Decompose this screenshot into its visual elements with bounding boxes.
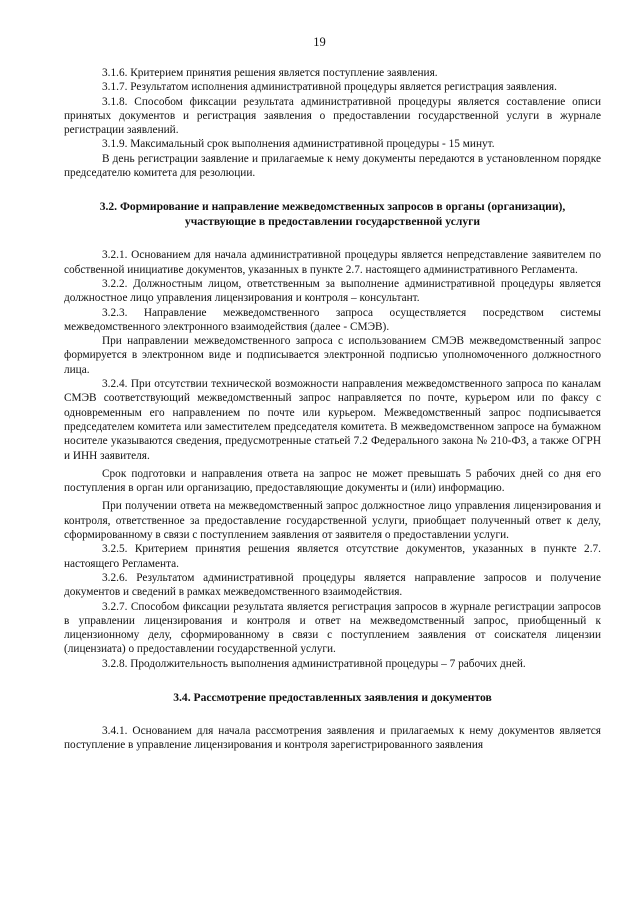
paragraph-3-1-6: 3.1.6. Критерием принятия решения является поступление заявления.: [102, 67, 438, 79]
spacer: [64, 229, 601, 248]
paragraph-3-1-8: 3.1.8. Способом фиксации результата административной процедуры является составление описи принятых документов и регистрация заявления о предоставлении государственной услуги в журнале регистрации заявлений.: [64, 95, 601, 137]
paragraph-3-2-1: 3.2.1. Основанием для начала административной процедуры является непредставление заявителем по собственной инициативе документов, указанных в пункте 2.7. настоящего административного Регламента.: [64, 249, 601, 276]
spacer: [64, 705, 601, 724]
paragraph-3-2-2: 3.2.2. Должностным лицом, ответственным за выполнение административной процедуры является должностное лицо управления лицензирования и контроля – консультант.: [64, 277, 601, 305]
paragraph-3-2-5: 3.2.5. Критерием принятия решения является отсутствие документов, указанных в пункте 2.7. настоящего Регламента.: [64, 543, 601, 570]
paragraph-3-2-7: 3.2.7. Способом фиксации результата является регистрация запросов в журнале регистрации запросов в управлении лицензирования и контроля и ответ на межведомственный запрос, приобщенный к лицензионному делу, сформированному в связи с поступлением заявления от соискателя лицензии (лицензиата) о предоставлении государственной услуги.: [64, 600, 601, 656]
paragraph-3-4-1: 3.4.1. Основанием для начала рассмотрения заявления и прилагаемых к нему документов является поступление в управление лицензирования и контроля зарегистрированного заявления: [64, 724, 601, 752]
paragraph-3-2-6: 3.2.6. Результатом административной процедуры является направление запросов и получение документов и сведений в рамках межведомственного взаимодействия.: [64, 571, 601, 599]
spacer: [64, 671, 601, 690]
paragraph-response-deadline: Срок подготовки и направления ответа на запрос не может превышать 5 рабочих дней со дня его поступления в орган или организацию, предоставляющие документы и (или) информацию.: [64, 467, 601, 495]
page-number: 19: [313, 35, 326, 49]
section-heading-3-2: 3.2. Формирование и направление межведомственных запросов в органы (организации), участвующие в предоставлении государственной услуги: [99, 200, 566, 229]
paragraph-3-1-9: 3.1.9. Максимальный срок выполнения административной процедуры - 15 минут.: [102, 138, 495, 151]
paragraph-3-2-4: 3.2.4. При отсутствии технической возможности направления межведомственного запроса по каналам СМЭВ соответствующий межведомственный запрос направляется по почте, курьером или по факсу с одновременным его направлением по почте или курьером. Межведомственный запрос подписывается председателем комитета или заместителем председателя комитета. В межведомственном запросе на бумажном носителе указываются сведения, предусмотренные статьей 7.2 Федерального закона № 210-ФЗ, а также ОГРН и ИНН заявителя.: [64, 378, 601, 462]
page-content: [64, 66, 601, 753]
paragraph-3-2-3: 3.2.3. Направление межведомственного запроса осуществляется посредством системы межведомственного электронного взаимодействия (далее - СМЭВ).: [64, 306, 601, 333]
paragraph-3-2-8: 3.2.8. Продолжительность выполнения административной процедуры – 7 рабочих дней.: [102, 657, 526, 670]
paragraph-3-1-7: 3.1.7. Результатом исполнения административной процедуры является регистрация заявления.: [102, 81, 557, 94]
spacer: [64, 180, 601, 199]
paragraph-registration-day: В день регистрации заявление и прилагаемые к нему документы передаются в установленном порядке председателю комитета для резолюции.: [64, 152, 601, 180]
section-heading-3-4: 3.4. Рассмотрение предоставленных заявления и документов: [173, 690, 492, 704]
paragraph-smev-request: При направлении межведомственного запроса с использованием СМЭВ межведомственный запрос формируется в электронном виде и подписывается электронной подписью уполномоченного должностного лица.: [64, 335, 601, 376]
paragraph-response-received: При получении ответа на межведомственный запрос должностное лицо управления лицензирования и контроля, ответственное за предоставление государственной услуги, приобщает полученный ответ к делу, сформированному в связи с поступлением заявления от заявителя о предоставлении услуги.: [64, 500, 601, 542]
